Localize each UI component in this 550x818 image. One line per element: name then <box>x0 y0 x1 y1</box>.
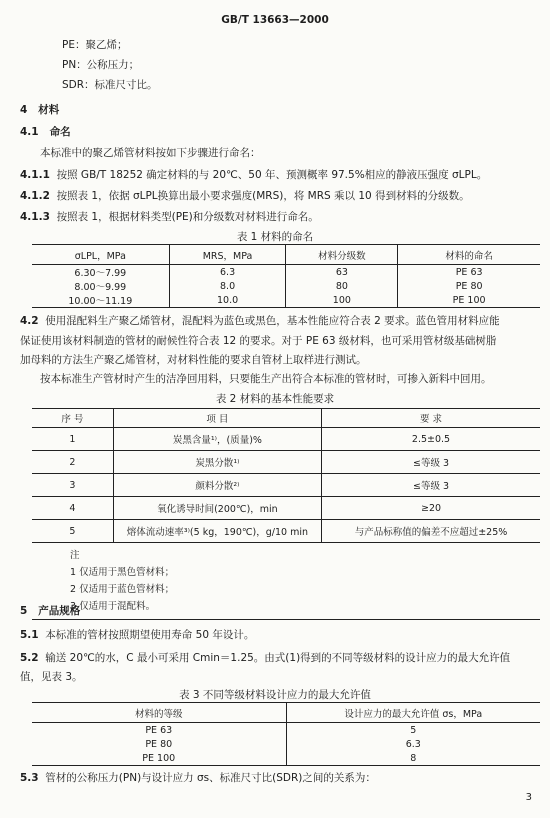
table-cell: 6.3 <box>169 265 286 280</box>
table-cell: 8.00～9.99 <box>74 282 127 293</box>
clause-4-2-text: 使用混配料生产聚乙烯管材，混配料为蓝色或黑色，基本性能应符合表 2 要求。蓝色管用材料应能 <box>45 315 500 327</box>
table-2-header: 序 号 <box>32 409 113 428</box>
clause-5-1 <box>20 628 254 642</box>
table-2-note-label: 注 <box>70 550 80 561</box>
table-cell: 8 <box>286 751 540 766</box>
table-row <box>32 451 540 474</box>
clause-4-1-2 <box>20 189 470 203</box>
table-cell: 63 <box>286 265 398 280</box>
table-cell: 6.3 <box>286 737 540 751</box>
table-cell: 与产品标称值的偏差不应超过±25% <box>322 520 540 543</box>
table-row <box>32 520 540 543</box>
clause-4-1-3 <box>20 210 319 224</box>
table-row <box>32 293 540 308</box>
table-3-header: 材料的等级 <box>32 703 286 723</box>
clause-5-3-text: 管材的公称压力(PN)与设计应力 σs、标准尺寸比(SDR)之间的关系为： <box>45 772 376 784</box>
table-cell: 熔体流动速率³⁾(5 kg，190℃)，g/10 min <box>113 520 321 543</box>
table-cell: 3 <box>32 474 113 497</box>
def-sdr: SDR：标准尺寸比。 <box>62 79 158 91</box>
section-5-number: 5 <box>20 605 28 617</box>
table-2-header: 项 目 <box>113 409 321 428</box>
table-row <box>32 751 540 766</box>
clause-5-3-number: 5.3 <box>20 772 39 784</box>
table-cell: PE 100 <box>142 752 176 764</box>
clause-5-2-continued: 值，见表 3。 <box>20 671 83 683</box>
table-1-caption: 表 1 材料的命名 <box>236 231 314 243</box>
clause-5-1-number: 5.1 <box>20 629 39 641</box>
clause-5-1-text: 本标准的管材按照期望使用寿命 50 年设计。 <box>45 629 255 641</box>
section-4-1-title: 命名 <box>49 126 71 138</box>
table-cell: 100 <box>286 293 398 308</box>
table-2-notes <box>32 543 540 620</box>
table-1 <box>32 244 540 308</box>
table-1-header: σLPL，MPa <box>32 245 169 265</box>
section-5-heading <box>20 604 80 618</box>
table-row <box>32 497 540 520</box>
table-row <box>32 265 540 280</box>
section-4-1-number: 4.1 <box>20 126 39 138</box>
section-4-number: 4 <box>20 104 28 116</box>
table-cell: 2 <box>32 451 113 474</box>
clause-4-1-2-text: 按照表 1，依据 σLPL换算出最小要求强度(MRS)，将 MRS 乘以 10 得到材料的分级数。 <box>56 190 470 202</box>
table-cell: PE 80 <box>145 738 173 750</box>
table-cell: 2.5±0.5 <box>322 428 540 451</box>
table-cell: 炭黑分散¹⁾ <box>113 451 321 474</box>
table-2-caption: 表 2 材料的基本性能要求 <box>215 393 335 405</box>
table-row <box>32 737 540 751</box>
table-cell: 80 <box>286 279 398 293</box>
table-cell: 氧化诱导时间(200℃)，min <box>113 497 321 520</box>
table-3-header: 设计应力的最大允许值 σs，MPa <box>286 703 540 723</box>
clause-5-2 <box>20 651 510 665</box>
table-cell: ≤等级 3 <box>322 474 540 497</box>
table-cell: PE 63 <box>398 265 540 280</box>
table-2 <box>32 408 540 620</box>
table-cell: PE 100 <box>398 293 540 308</box>
table-3-caption: 表 3 不同等级材料设计应力的最大允许值 <box>179 689 371 701</box>
clause-4-1-1 <box>20 168 487 182</box>
clause-4-2-number: 4.2 <box>20 315 39 327</box>
page-number: 3 <box>525 792 532 803</box>
table-cell: 4 <box>32 497 113 520</box>
table-2-notes-row <box>32 543 540 620</box>
table-3 <box>32 702 540 766</box>
clause-5-3 <box>20 771 376 785</box>
table-3-header-row <box>32 703 540 723</box>
clause-4-2-line-1 <box>20 314 500 328</box>
clause-4-1-3-number: 4.1.3 <box>20 211 50 223</box>
table-cell: PE 80 <box>398 279 540 293</box>
table-1-header: MRS，MPa <box>169 245 286 265</box>
table-1-header-row <box>32 245 540 265</box>
def-pn: PN：公称压力； <box>62 59 140 71</box>
table-cell: 10.00～11.19 <box>68 296 133 307</box>
table-cell: 1 <box>32 428 113 451</box>
table-cell: ≤等级 3 <box>322 451 540 474</box>
table-cell: 颜料分散²⁾ <box>113 474 321 497</box>
table-row <box>32 474 540 497</box>
table-2-header: 要 求 <box>322 409 540 428</box>
table-2-note: 2 仅适用于蓝色管材料； <box>70 584 175 595</box>
clause-5-2-number: 5.2 <box>20 652 39 664</box>
section-5-title: 产品规格 <box>38 605 81 617</box>
table-cell: 10.0 <box>169 293 286 308</box>
clause-4-1-1-text: 按照 GB/T 18252 确定材料的与 20℃、50 年、预测概率 97.5%相应的静液压强度 σLPL。 <box>56 169 488 181</box>
table-2-header-row <box>32 409 540 428</box>
table-cell: 5 <box>286 723 540 738</box>
clause-4-1-3-text: 按照表 1，根据材料类型(PE)和分级数对材料进行命名。 <box>56 211 319 223</box>
clause-4-2-line-3: 加母料的方法生产聚乙烯管材，对材料性能的要求自管材上取样进行测试。 <box>20 354 367 366</box>
table-cell: 5 <box>32 520 113 543</box>
table-2-note: 3 仅适用于混配料。 <box>70 601 156 612</box>
clause-5-2-text: 输送 20℃的水，C 最小可采用 Cmin＝1.25。由式(1)得到的不同等级材料的设计应力的最大允许值 <box>45 652 511 664</box>
section-4-heading <box>20 103 59 117</box>
section-4-1-intro: 本标准中的聚乙烯管材料按如下步骤进行命名： <box>40 147 261 159</box>
def-pe: PE：聚乙烯； <box>62 39 128 51</box>
clause-4-1-2-number: 4.1.2 <box>20 190 50 202</box>
table-1-header: 材料分级数 <box>286 245 398 265</box>
table-1-header: 材料的命名 <box>398 245 540 265</box>
table-cell: 8.0 <box>169 279 286 293</box>
table-cell: ≥20 <box>322 497 540 520</box>
section-4-title: 材料 <box>38 104 60 116</box>
table-row <box>32 279 540 293</box>
clause-4-1-1-number: 4.1.1 <box>20 169 50 181</box>
table-cell: PE 63 <box>145 724 173 736</box>
page-header: GB/T 13663—2000 <box>221 14 329 26</box>
table-row <box>32 723 540 738</box>
table-2-note: 1 仅适用于黑色管材料； <box>70 567 175 578</box>
table-cell: 炭黑含量¹⁾，(质量)% <box>113 428 321 451</box>
section-4-1-heading <box>20 125 71 139</box>
clause-4-2-line-2: 保证使用该材料制造的管材的耐候性符合表 12 的要求。对于 PE 63 级材料，也可采用管材级基础树脂 <box>20 335 497 347</box>
table-row <box>32 428 540 451</box>
table-cell: 6.30～7.99 <box>74 268 127 279</box>
clause-4-2-line-4: 按本标准生产管材时产生的洁净回用料，只要能生产出符合本标准的管材时，可掺入新料中回用。 <box>40 373 492 385</box>
